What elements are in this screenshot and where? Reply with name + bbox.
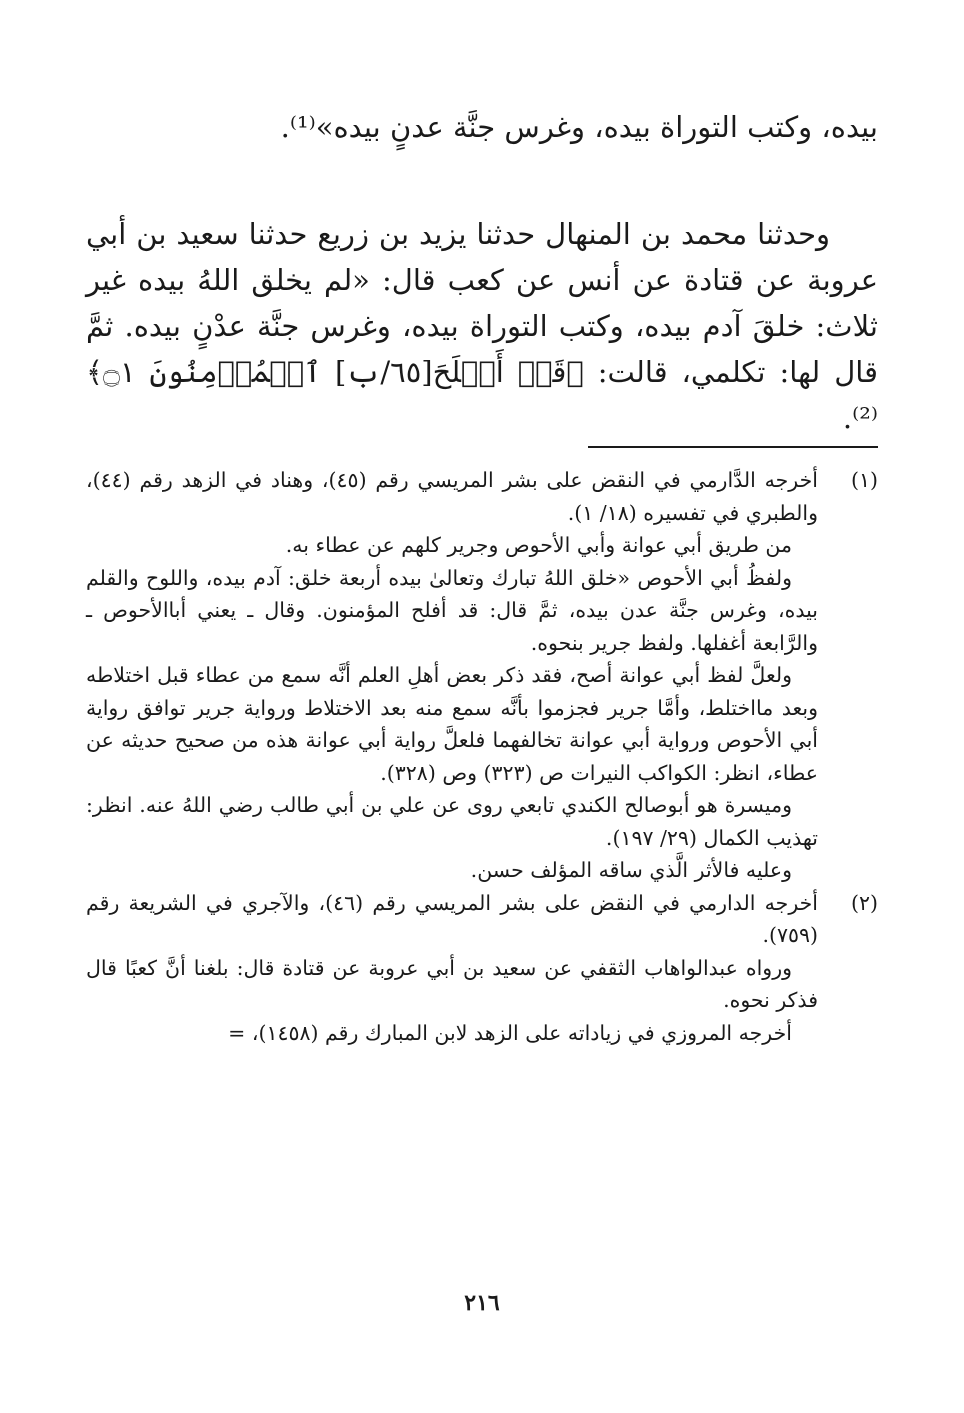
main-text-continuation: [86, 104, 878, 150]
footnote-paragraph: وميسرة هو أبوصالح الكندي تابعي روى عن علي بن أبي طالب رضي اللهُ عنه. انظر: تهذيب الكمال (٢٩/ ١٩٧).: [86, 793, 818, 850]
footnotes: [86, 464, 878, 1049]
main-text-hadith: [86, 211, 878, 441]
continuation-paragraph: بيده، وكتب التوراة بيده، وغرس جنَّة عدنٍ بيده»⁽¹⁾.: [280, 110, 878, 144]
page-number: ٢١٦: [464, 1290, 500, 1316]
footnote-number: (١): [850, 468, 878, 492]
footnote-paragraph: وعليه فالأثر الَّذي ساقه المؤلف حسن.: [470, 858, 792, 882]
footnote-paragraph: من طريق أبي عوانة وأبي الأحوص وجرير كلهم عن عطاء به.: [285, 533, 792, 557]
footnote-1: [86, 464, 878, 887]
footnote-paragraph: ولفظُ أبي الأحوص «خلق اللهُ تبارك وتعالىٰ بيده أربعة خلق: آدم بيده، واللوح والقلم بيده، وغرس جنَّة عدن بيده، ثمَّ قال: قد أفلح المؤمنون. وقال ـ يعني أباالأحوص ـ والرَّابعة أغفلها. ولفظ جرير بنحوه.: [86, 565, 818, 655]
footnote-paragraph: أخرجه الدَّارمي في النقض على بشر المريسي رقم (٤٥)، وهناد في الزهد رقم (٤٤)، والطبري في تفسيره (١٨/ ١).: [86, 468, 818, 525]
hadith-paragraph: وحدثنا محمد بن المنهال حدثنا يزيد بن زريع حدثنا سعيد بن أبي عروبة عن قتادة عن أنس عن كعب قال: «لم يخلق اللهُ بيده غير ثلاث: خلقَ آدم بيده، وكتب التوراة بيده، وغرس جنَّة عدْنٍ بيده. ثمَّ قال لها: تكلمي، قالت: ﴿قَدۡ أَفۡلَحَ[٦٥/ب] ٱلۡمُؤۡمِنُونَ ۝١﴾⁽²⁾.: [86, 217, 878, 435]
footnote-paragraph: أخرجه المروزي في زياداته على الزهد لابن المبارك رقم (١٤٥٨)، =: [228, 1020, 792, 1045]
footnote-paragraph: ورواه عبدالواهاب الثقفي عن سعيد بن أبي عروبة عن قتادة قال: بلغنا أنَّ كعبًا قال فذكر نحوه.: [86, 955, 818, 1012]
footnote-number: (٢): [850, 890, 878, 915]
footnote-paragraph: ولعلَّ لفظ أبي عوانة أصح، فقد ذكر بعض أهلِ العلم أنَّه سمع من عطاء قبل اختلاطه وبعد مااختلط، وأمَّا جرير فجزموا بأنَّه سمع منه بعد الاختلاط ورواية جرير توافق رواية أبي الأحوص ورواية أبي عوانة تخالفهما فلعلَّ رواية أبي عوانة هذه من صحيح حديثه عن عطاء، انظر: الكواكب النيرات ص (٣٢٣) وص (٣٢٨).: [86, 663, 818, 785]
footnote-separator: [588, 446, 878, 448]
footnote-2: [86, 887, 878, 1050]
footnote-paragraph: أخرجه الدارمي في النقض على بشر المريسي رقم (٤٦)، والآجري في الشريعة رقم (٧٥٩).: [86, 890, 818, 947]
